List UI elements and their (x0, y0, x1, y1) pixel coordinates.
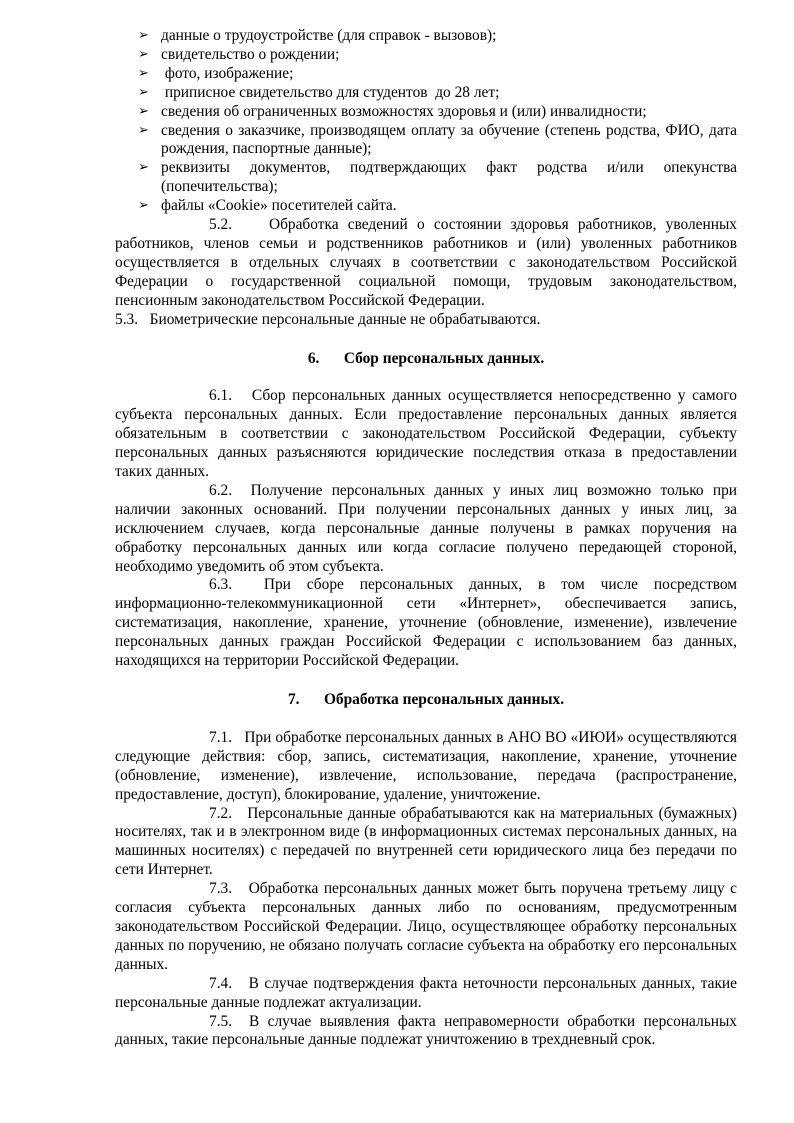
list-item-text: файлы «Cookie» посетителей сайта. (161, 197, 397, 215)
clause-number: 7.1. (209, 728, 233, 746)
section-title: Обработка персональных данных. (323, 691, 565, 708)
section-number: 7. (287, 691, 300, 708)
list-item-text: свидетельство о рождении; (161, 45, 340, 63)
list-item (115, 103, 737, 122)
list-item (115, 46, 737, 65)
clause-number: 6.2. (209, 481, 233, 499)
paragraph-7-5 (115, 1013, 737, 1051)
list-item-text: приписное свидетельство для студентов до 28 лет; (161, 83, 500, 101)
clause-text: Получение персональных данных у иных лиц возможно только при наличии законных оснований. При получении персональных данных у иных лиц, за исключением случаев, когда персональные данные получены в рамках поручения на обработку персональных данных или когда согласие получено передающей стороной, необходимо уведомить об этом субъекта. (115, 481, 737, 575)
list-item (115, 27, 737, 46)
clause-number: 6.3. (209, 576, 233, 594)
clause-number: 6.1. (209, 387, 233, 405)
paragraph-5-2 (115, 216, 737, 311)
arrowhead-bullet-icon: ➢ (138, 103, 149, 119)
paragraph-6-2 (115, 482, 737, 577)
clause-text: В случае выявления факта неправомерности обработки персональных данных, такие персональные данные подлежат уничтожению в трехдневный срок. (115, 1012, 737, 1049)
clause-text: Биометрические персональные данные не обрабатываются. (149, 310, 541, 328)
paragraph-7-1 (115, 729, 737, 805)
paragraph-7-4 (115, 975, 737, 1013)
list-item-text: сведения об ограниченных возможностях здоровья и (или) инвалидности; (161, 102, 647, 120)
clause-number: 7.2. (209, 804, 233, 822)
list-item (115, 159, 737, 197)
arrowhead-bullet-icon: ➢ (138, 46, 149, 62)
clause-number: 5.2. (209, 216, 233, 234)
arrowhead-bullet-icon: ➢ (138, 65, 149, 81)
paragraph-6-3 (115, 576, 737, 671)
list-item-text: фото, изображение; (161, 64, 294, 82)
list-item-text: сведения о заказчике, производящем оплату за обучение (степень родства, ФИО, дата рождения, паспортные данные); (161, 121, 737, 158)
clause-text: В случае подтверждения факта неточности персональных данных, такие персональные данные подлежат актуализации. (115, 974, 737, 1011)
personal-data-list (115, 27, 737, 216)
document-body (115, 27, 737, 1050)
paragraph-7-2 (115, 805, 737, 881)
paragraph-5-3 (115, 311, 737, 330)
clause-number: 7.5. (209, 1012, 233, 1030)
clause-text: Обработка персональных данных может быть поручена третьему лицу с согласия субъекта персональных данных либо по основаниям, предусмотренным законодательством Российской Федерации. Лицо, осуществляющее обработку персональных данных по поручению, не обязано получать согласие субъекта на обработку его персональных данных. (115, 880, 737, 973)
section-title: Сбор персональных данных. (343, 349, 545, 367)
list-item (115, 65, 737, 84)
list-item-text: данные о трудоустройстве (для справок - вызовов); (161, 27, 497, 44)
clause-text: При обработке персональных данных в АНО ВО «ИЮИ» осуществляются следующие действия: сбор, запись, систематизация, накопление, хранение, уточнение (обновление, изменение), извлечение, использование, передача (распространение, предоставление, доступ), блокирование, удаление, уничтожение. (115, 728, 737, 803)
clause-text: Обработка сведений о состоянии здоровья работников, уволенных работников, членов семьи и родственников работников и (или) уволенных работников осуществляется в отдельных случаях в соответствии с законодательством Российской Федерации о государственной социальной помощи, трудовым законодательством, пенсионным законодательством Российской Федерации. (115, 216, 737, 309)
clause-text: Сбор персональных данных осуществляется непосредственно у самого субъекта персональных данных. Если предоставление персональных данных является обязательным в соответствии с законодательством Российской Федерации, субъекту персональных данных разъясняются юридические последствия отказа в предоставлении таких данных. (115, 387, 737, 481)
list-item-text: реквизиты документов, подтверждающих факт родства и/или опекунства (попечительства); (161, 159, 737, 196)
list-item (115, 84, 737, 103)
section-number: 6. (307, 349, 320, 367)
clause-text: При сборе персональных данных, в том числе посредством информационно-телекоммуникационной сети «Интернет», обеспечивается запись, систематизация, накопление, хранение, уточнение (обновление, изменение), извлечение персональных данных граждан Российской Федерации с использованием баз данных, находящихся на территории Российской Федерации. (115, 576, 737, 670)
arrowhead-bullet-icon: ➢ (138, 28, 149, 43)
list-item (115, 122, 737, 160)
clause-text: Персональные данные обрабатываются как на материальных (бумажных) носителях, так и в электронном виде (в информационных системах персональных данных, на машинных носителях) с передачей по внутренней сети юридического лица без передачи по сети Интернет. (115, 804, 737, 879)
arrowhead-bullet-icon: ➢ (138, 84, 149, 100)
arrowhead-bullet-icon: ➢ (138, 160, 149, 176)
paragraph-7-3 (115, 880, 737, 975)
clause-number: 5.3. (115, 310, 139, 328)
paragraph-6-1 (115, 387, 737, 482)
section-heading-6 (115, 350, 737, 369)
clause-number: 7.4. (209, 974, 233, 992)
clause-number: 7.3. (209, 880, 233, 898)
list-item (115, 197, 737, 216)
arrowhead-bullet-icon: ➢ (138, 198, 149, 214)
arrowhead-bullet-icon: ➢ (138, 122, 149, 138)
section-heading-7 (115, 691, 737, 710)
